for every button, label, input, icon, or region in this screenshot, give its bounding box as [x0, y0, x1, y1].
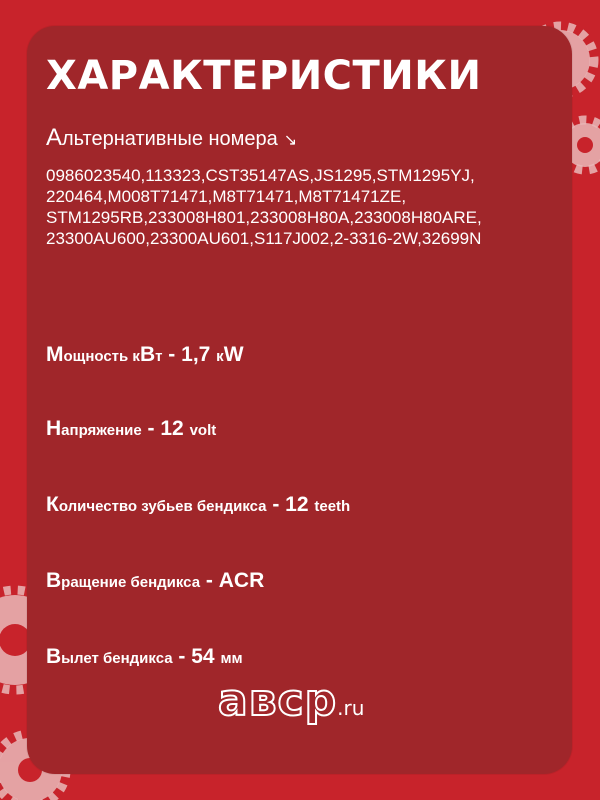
- spec-voltage: Напряжение - 12 volt: [46, 417, 217, 440]
- spec-value: ACR: [218, 569, 265, 592]
- alt-heading-initial: А: [46, 124, 63, 151]
- alt-numbers-line: 0986023540,113323,CST35147AS,JS1295,STM1295YJ,: [46, 166, 475, 185]
- alt-numbers-line: 220464,M008T71471,M8T71471,M8T71471ZE,: [46, 187, 407, 206]
- logo-text: aвcp: [218, 675, 338, 726]
- alt-numbers-line: STM1295RB,233008H801,233008H80A,233008H80ARE,: [46, 208, 482, 227]
- spec-value: 12: [160, 417, 190, 440]
- spec-value: 12: [285, 493, 315, 516]
- spec-teeth: Количество зубьев бендикса - 12 teeth: [46, 493, 351, 516]
- page-title: ХАРАКТЕРИСТИКИ: [46, 53, 482, 99]
- arrow-down-right-icon: ↘: [283, 132, 298, 149]
- spec-value: 54: [191, 645, 221, 668]
- alt-heading-rest: льтернативные номера: [62, 128, 278, 150]
- spec-power: Мощность кВт - 1,7 кW: [46, 343, 244, 366]
- spec-overhang: Вылет бендикса - 54 мм: [46, 645, 243, 668]
- spec-rotation: Вращение бендикса - ACR: [46, 569, 265, 592]
- spec-value: 1,7: [181, 343, 217, 366]
- alt-numbers-list: [46, 165, 576, 249]
- abcp-logo: [218, 676, 364, 733]
- alt-numbers-line: 23300AU600,23300AU601,S117J002,2-3316-2W,32699N: [46, 229, 482, 248]
- logo-suffix: .ru: [337, 696, 365, 720]
- alt-numbers-heading: [46, 122, 297, 157]
